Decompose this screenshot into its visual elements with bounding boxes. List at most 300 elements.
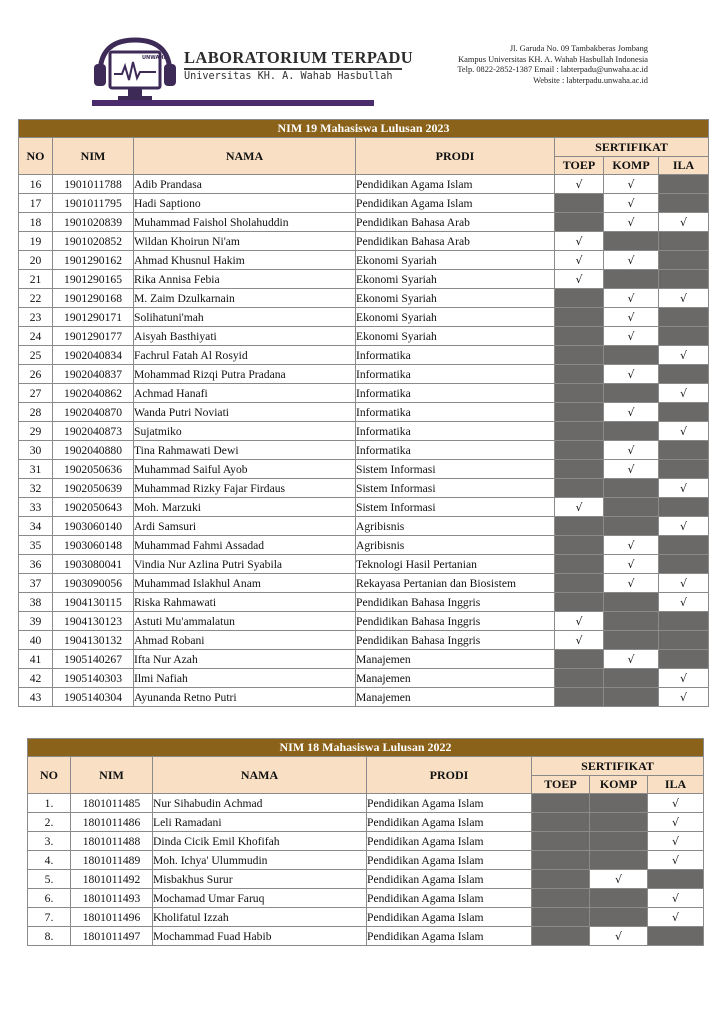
cert-ila-cell [659,270,709,289]
row-number: 39 [19,612,53,631]
table-row [28,889,704,908]
table-row [19,650,709,669]
university-name: Universitas KH. A. Wahab Hasbullah [184,71,393,82]
cert-toep-cell [532,870,590,889]
cert-komp-cell [590,832,648,851]
cert-ila-cell: √ [648,889,704,908]
row-nim: 1801011488 [71,832,153,851]
row-number: 20 [19,251,53,270]
cert-komp-cell [604,593,659,612]
row-name: Fachrul Fatah Al Rosyid [134,346,356,365]
cert-ila-cell [648,870,704,889]
row-name: M. Zaim Dzulkarnain [134,289,356,308]
table-row [28,794,704,813]
table-row [19,232,709,251]
row-name: Ardi Samsuri [134,517,356,536]
row-nim: 1904130132 [53,631,134,650]
cert-toep-cell [555,289,604,308]
cert-komp-cell: √ [604,403,659,422]
cert-toep-cell [532,832,590,851]
cert-komp-cell: √ [604,213,659,232]
row-nim: 1902040862 [53,384,134,403]
row-name: Leli Ramadani [153,813,367,832]
contact-phone-email: Telp. 0822-2852-1387 Email : labterpadu@unwaha.ac.id [457,65,648,75]
row-number: 22 [19,289,53,308]
col-sertifikat: SERTIFIKAT [555,138,709,157]
row-nim: 1902050636 [53,460,134,479]
cert-ila-cell [659,555,709,574]
cert-komp-cell: √ [604,460,659,479]
col-no: NO [19,138,53,175]
logo-text: UNWAHA [142,55,168,61]
table-row [19,536,709,555]
row-number: 27 [19,384,53,403]
table-row [19,175,709,194]
row-name: Misbakhus Surur [153,870,367,889]
row-name: Ilmi Nafiah [134,669,356,688]
cert-komp-cell [590,851,648,870]
cert-ila-cell [659,327,709,346]
cert-komp-cell: √ [604,289,659,308]
row-prodi: Pendidikan Agama Islam [367,813,532,832]
row-name: Astuti Mu'ammalatun [134,612,356,631]
row-number: 24 [19,327,53,346]
col-toep: TOEP [555,157,604,175]
table-row [19,441,709,460]
row-name: Muhammad Faishol Sholahuddin [134,213,356,232]
row-number: 1. [28,794,71,813]
row-name: Wildan Khoirun Ni'am [134,232,356,251]
row-number: 6. [28,889,71,908]
cert-toep-cell [555,650,604,669]
cert-komp-cell: √ [604,365,659,384]
cert-komp-cell [604,422,659,441]
cert-komp-cell: √ [604,251,659,270]
cert-ila-cell: √ [648,813,704,832]
cert-komp-cell [590,794,648,813]
cert-komp-cell: √ [590,870,648,889]
table-row [19,251,709,270]
row-prodi: Sistem Informasi [356,498,555,517]
cert-toep-cell [532,794,590,813]
table-row [19,631,709,650]
row-prodi: Pendidikan Agama Islam [367,927,532,946]
row-prodi: Informatika [356,346,555,365]
cert-komp-cell [604,346,659,365]
row-name: Mochammad Fuad Habib [153,927,367,946]
cert-toep-cell [555,574,604,593]
cert-toep-cell [532,908,590,927]
table-row [19,460,709,479]
row-number: 29 [19,422,53,441]
cert-ila-cell: √ [659,669,709,688]
table-row [19,270,709,289]
row-prodi: Agribisnis [356,517,555,536]
cert-ila-cell: √ [659,479,709,498]
row-nim: 1902050639 [53,479,134,498]
cert-toep-cell [555,213,604,232]
cert-ila-cell: √ [659,688,709,707]
cert-komp-cell [604,612,659,631]
row-prodi: Informatika [356,384,555,403]
cert-toep-cell [532,813,590,832]
row-nim: 1901011788 [53,175,134,194]
cert-komp-cell [604,479,659,498]
row-prodi: Pendidikan Bahasa Inggris [356,631,555,650]
row-prodi: Pendidikan Agama Islam [367,870,532,889]
cert-komp-cell [604,384,659,403]
cert-toep-cell [532,927,590,946]
col-nama: NAMA [153,757,367,794]
cert-komp-cell: √ [604,536,659,555]
row-nim: 1901290162 [53,251,134,270]
cert-toep-cell [555,593,604,612]
cert-ila-cell: √ [648,832,704,851]
cert-ila-cell: √ [648,851,704,870]
row-nim: 1901290171 [53,308,134,327]
row-prodi: Informatika [356,441,555,460]
row-prodi: Manajemen [356,650,555,669]
cert-toep-cell [555,688,604,707]
row-nim: 1902050643 [53,498,134,517]
row-prodi: Informatika [356,403,555,422]
table-row [19,194,709,213]
row-name: Ayunanda Retno Putri [134,688,356,707]
row-nim: 1901011795 [53,194,134,213]
row-prodi: Pendidikan Bahasa Arab [356,232,555,251]
row-number: 40 [19,631,53,650]
row-nim: 1902040834 [53,346,134,365]
row-prodi: Teknologi Hasil Pertanian [356,555,555,574]
row-nim: 1905140304 [53,688,134,707]
row-prodi: Pendidikan Agama Islam [367,889,532,908]
row-name: Moh. Ichya' Ulummudin [153,851,367,870]
row-nim: 1905140303 [53,669,134,688]
cert-toep-cell: √ [555,498,604,517]
cert-komp-cell [604,517,659,536]
row-name: Muhammad Fahmi Assadad [134,536,356,555]
row-number: 3. [28,832,71,851]
cert-komp-cell [590,908,648,927]
table-row [19,422,709,441]
col-komp: KOMP [604,157,659,175]
cert-komp-cell: √ [590,927,648,946]
row-prodi: Pendidikan Bahasa Arab [356,213,555,232]
cert-toep-cell [555,555,604,574]
table-row [19,669,709,688]
row-number: 33 [19,498,53,517]
col-sertifikat: SERTIFIKAT [532,757,704,776]
cert-ila-cell [659,403,709,422]
row-number: 31 [19,460,53,479]
row-number: 8. [28,927,71,946]
row-prodi: Pendidikan Agama Islam [367,851,532,870]
row-name: Moh. Marzuki [134,498,356,517]
row-prodi: Sistem Informasi [356,479,555,498]
cert-ila-cell: √ [659,574,709,593]
cert-ila-cell [659,460,709,479]
row-nim: 1903060148 [53,536,134,555]
table-row [19,327,709,346]
cert-toep-cell [555,194,604,213]
row-nim: 1902040837 [53,365,134,384]
cert-komp-cell [590,813,648,832]
cert-toep-cell [555,365,604,384]
row-prodi: Informatika [356,422,555,441]
row-number: 32 [19,479,53,498]
row-nim: 1901290177 [53,327,134,346]
col-no: NO [28,757,71,794]
table-row [28,832,704,851]
row-prodi: Manajemen [356,669,555,688]
row-name: Kholifatul Izzah [153,908,367,927]
row-number: 37 [19,574,53,593]
row-name: Riska Rahmawati [134,593,356,612]
cert-toep-cell [555,422,604,441]
row-prodi: Pendidikan Agama Islam [356,175,555,194]
table-row [28,870,704,889]
table-row [28,908,704,927]
cert-toep-cell [555,479,604,498]
graduates-2023-table [18,119,709,707]
row-number: 30 [19,441,53,460]
row-name: Muhammad Islakhul Anam [134,574,356,593]
row-number: 19 [19,232,53,251]
row-name: Sujatmiko [134,422,356,441]
row-name: Mochamad Umar Faruq [153,889,367,908]
cert-komp-cell [604,631,659,650]
row-name: Rika Annisa Febia [134,270,356,289]
cert-komp-cell [604,270,659,289]
row-number: 18 [19,213,53,232]
cert-komp-cell: √ [604,555,659,574]
row-prodi: Sistem Informasi [356,460,555,479]
row-name: Aisyah Basthiyati [134,327,356,346]
row-name: Dinda Cicik Emil Khofifah [153,832,367,851]
table-row [19,612,709,631]
cert-komp-cell: √ [604,194,659,213]
row-number: 21 [19,270,53,289]
row-nim: 1903090056 [53,574,134,593]
row-name: Muhammad Saiful Ayob [134,460,356,479]
row-nim: 1902040880 [53,441,134,460]
table-body [19,175,709,707]
table-row [19,555,709,574]
col-ila: ILA [648,776,704,794]
row-number: 42 [19,669,53,688]
cert-toep-cell: √ [555,270,604,289]
row-nim: 1901020839 [53,213,134,232]
table-title: NIM 18 Mahasiswa Lulusan 2022 [28,739,704,757]
row-prodi: Informatika [356,365,555,384]
row-nim: 1801011497 [71,927,153,946]
row-prodi: Pendidikan Agama Islam [367,832,532,851]
contact-address: Jl. Garuda No. 09 Tambakberas Jombang [509,44,648,53]
graduates-2022-table [27,738,704,946]
row-nim: 1904130115 [53,593,134,612]
row-number: 43 [19,688,53,707]
table-row [19,479,709,498]
row-number: 25 [19,346,53,365]
row-prodi: Rekayasa Pertanian dan Biosistem [356,574,555,593]
row-number: 35 [19,536,53,555]
row-prodi: Ekonomi Syariah [356,251,555,270]
row-number: 41 [19,650,53,669]
cert-ila-cell: √ [659,593,709,612]
row-prodi: Ekonomi Syariah [356,308,555,327]
table-row [19,384,709,403]
row-number: 17 [19,194,53,213]
cert-ila-cell [659,232,709,251]
lab-title: LABORATORIUM TERPADU [184,48,414,67]
row-number: 2. [28,813,71,832]
cert-ila-cell [659,536,709,555]
row-number: 28 [19,403,53,422]
cert-toep-cell [555,346,604,365]
cert-toep-cell [555,517,604,536]
col-nim: NIM [53,138,134,175]
table-row [19,517,709,536]
cert-ila-cell: √ [659,289,709,308]
cert-komp-cell [604,688,659,707]
row-nim: 1902040873 [53,422,134,441]
row-name: Nur Sihabudin Achmad [153,794,367,813]
row-name: Adib Prandasa [134,175,356,194]
cert-ila-cell [659,308,709,327]
row-number: 7. [28,908,71,927]
cert-komp-cell [604,232,659,251]
row-prodi: Pendidikan Bahasa Inggris [356,593,555,612]
row-number: 38 [19,593,53,612]
row-name: Ahmad Robani [134,631,356,650]
row-number: 23 [19,308,53,327]
row-nim: 1904130123 [53,612,134,631]
contact-block [457,44,648,86]
row-name: Ahmad Khusnul Hakim [134,251,356,270]
row-prodi: Pendidikan Agama Islam [356,194,555,213]
cert-ila-cell [648,927,704,946]
cert-ila-cell [659,498,709,517]
cert-ila-cell: √ [659,346,709,365]
col-nim: NIM [71,757,153,794]
header-divider-bar [92,100,374,106]
cert-toep-cell [532,889,590,908]
table-row [19,593,709,612]
cert-ila-cell [659,175,709,194]
cert-ila-cell [659,441,709,460]
cert-ila-cell: √ [648,794,704,813]
row-nim: 1901290168 [53,289,134,308]
row-name: Mohammad Rizqi Putra Pradana [134,365,356,384]
cert-toep-cell: √ [555,251,604,270]
row-name: Muhammad Rizky Fajar Firdaus [134,479,356,498]
cert-toep-cell [555,669,604,688]
cert-komp-cell: √ [604,175,659,194]
laboratory-logo-icon [92,34,178,106]
table-body [28,794,704,946]
row-nim: 1801011492 [71,870,153,889]
row-name: Solihatuni'mah [134,308,356,327]
table-row [19,346,709,365]
col-toep: TOEP [532,776,590,794]
row-name: Hadi Saptiono [134,194,356,213]
row-name: Vindia Nur Azlina Putri Syabila [134,555,356,574]
letterhead [92,34,652,106]
row-prodi: Manajemen [356,688,555,707]
cert-ila-cell [659,612,709,631]
table-row [28,813,704,832]
table-row [19,308,709,327]
contact-website: Website : labterpadu.unwaha.ac.id [533,75,648,85]
col-ila: ILA [659,157,709,175]
table-row [19,213,709,232]
cert-ila-cell [659,650,709,669]
cert-toep-cell [555,536,604,555]
cert-toep-cell: √ [555,631,604,650]
cert-toep-cell [555,460,604,479]
cert-ila-cell: √ [659,213,709,232]
row-prodi: Ekonomi Syariah [356,327,555,346]
row-number: 16 [19,175,53,194]
table-row [19,365,709,384]
cert-komp-cell: √ [604,574,659,593]
row-nim: 1905140267 [53,650,134,669]
cert-toep-cell [555,441,604,460]
cert-toep-cell: √ [555,612,604,631]
cert-toep-cell [555,308,604,327]
table-row [19,289,709,308]
row-number: 36 [19,555,53,574]
cert-komp-cell [604,498,659,517]
cert-ila-cell: √ [659,384,709,403]
cert-toep-cell [555,327,604,346]
row-nim: 1901020852 [53,232,134,251]
row-name: Achmad Hanafi [134,384,356,403]
cert-ila-cell: √ [659,422,709,441]
row-nim: 1903080041 [53,555,134,574]
row-number: 4. [28,851,71,870]
cert-ila-cell: √ [659,517,709,536]
cert-ila-cell [659,194,709,213]
table-row [19,688,709,707]
row-nim: 1903060140 [53,517,134,536]
col-prodi: PRODI [356,138,555,175]
col-komp: KOMP [590,776,648,794]
contact-campus: Kampus Universitas KH. A. Wahab Hasbullah Indonesia [458,54,648,64]
row-nim: 1901290165 [53,270,134,289]
row-nim: 1801011485 [71,794,153,813]
table-row [19,498,709,517]
row-name: Wanda Putri Noviati [134,403,356,422]
row-nim: 1801011493 [71,889,153,908]
col-prodi: PRODI [367,757,532,794]
row-prodi: Pendidikan Agama Islam [367,908,532,927]
cert-komp-cell: √ [604,650,659,669]
cert-ila-cell [659,631,709,650]
cert-toep-cell [532,851,590,870]
cert-toep-cell: √ [555,232,604,251]
cert-toep-cell [555,384,604,403]
row-prodi: Pendidikan Agama Islam [367,794,532,813]
table-row [28,851,704,870]
row-nim: 1801011486 [71,813,153,832]
cert-komp-cell: √ [604,308,659,327]
row-name: Ifta Nur Azah [134,650,356,669]
cert-toep-cell [555,403,604,422]
cert-komp-cell: √ [604,327,659,346]
row-prodi: Pendidikan Bahasa Inggris [356,612,555,631]
cert-toep-cell: √ [555,175,604,194]
